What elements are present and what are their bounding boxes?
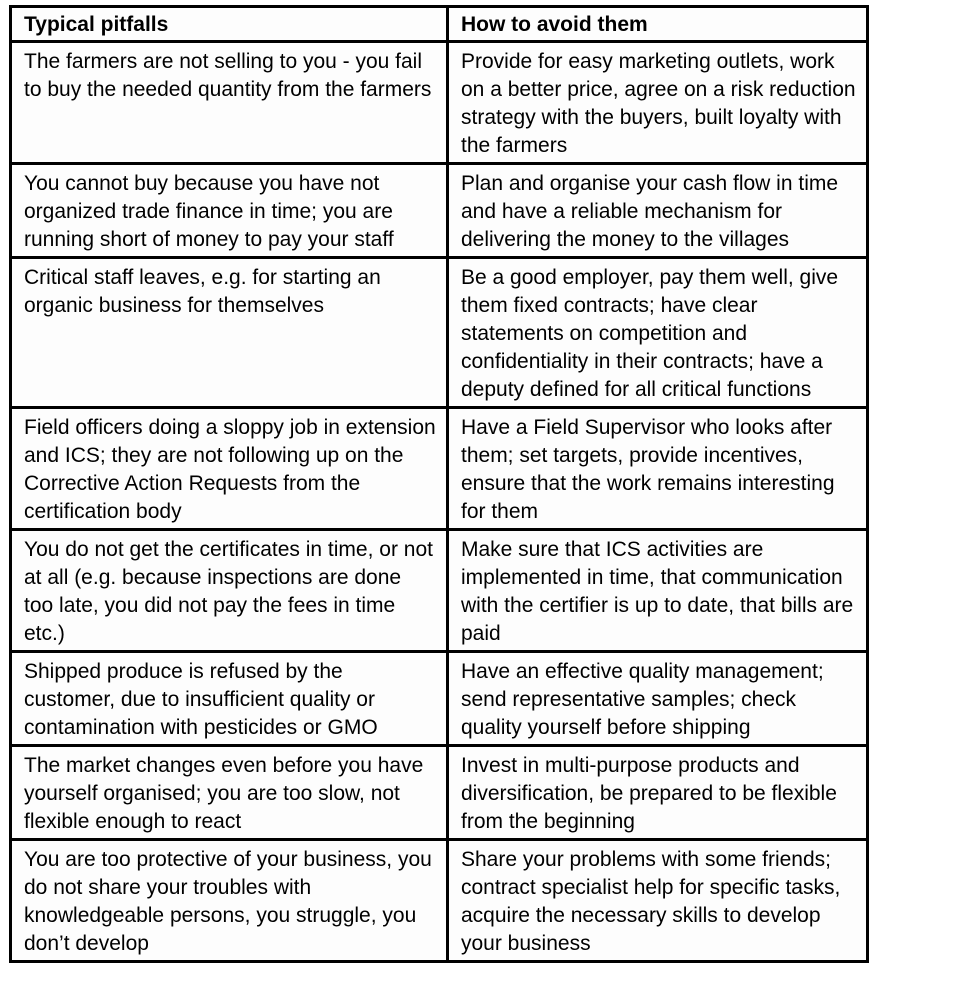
table-row <box>11 746 868 840</box>
pitfall-cell: The farmers are not selling to you - you fail to buy the needed quantity from the farmers <box>11 42 448 164</box>
pitfall-cell: You are too protective of your business, you do not share your troubles with knowledgeable persons, you struggle, you don’t develop <box>11 840 448 962</box>
column-header-avoid: How to avoid them <box>448 7 868 42</box>
avoid-cell: Have an effective quality management; send representative samples; check quality yourself before shipping <box>448 652 868 746</box>
avoid-cell: Plan and organise your cash flow in time and have a reliable mechanism for delivering the money to the villages <box>448 164 868 258</box>
avoid-cell: Be a good employer, pay them well, give them fixed contracts; have clear statements on competition and confidentiality in their contracts; have a deputy defined for all critical functions <box>448 258 868 408</box>
pitfall-cell: Shipped produce is refused by the customer, due to insufficient quality or contamination with pesticides or GMO <box>11 652 448 746</box>
pitfall-cell: You cannot buy because you have not organized trade finance in time; you are running short of money to pay your staff <box>11 164 448 258</box>
avoid-cell: Provide for easy marketing outlets, work on a better price, agree on a risk reduction strategy with the buyers, built loyalty with the farmers <box>448 42 868 164</box>
table-row <box>11 42 868 164</box>
pitfall-cell: The market changes even before you have yourself organised; you are too slow, not flexible enough to react <box>11 746 448 840</box>
avoid-cell: Have a Field Supervisor who looks after them; set targets, provide incentives, ensure that the work remains interesting for them <box>448 408 868 530</box>
pitfall-cell: Field officers doing a sloppy job in extension and ICS; they are not following up on the Corrective Action Requests from the certification body <box>11 408 448 530</box>
pitfall-cell: Critical staff leaves, e.g. for starting an organic business for themselves <box>11 258 448 408</box>
column-header-pitfalls: Typical pitfalls <box>11 7 448 42</box>
table-row <box>11 408 868 530</box>
table-row <box>11 652 868 746</box>
table-row <box>11 840 868 962</box>
table-row <box>11 258 868 408</box>
pitfalls-table <box>9 5 869 963</box>
avoid-cell: Share your problems with some friends; contract specialist help for specific tasks, acquire the necessary skills to develop your business <box>448 840 868 962</box>
pitfall-cell: You do not get the certificates in time, or not at all (e.g. because inspections are done too late, you did not pay the fees in time etc.) <box>11 530 448 652</box>
table-row <box>11 164 868 258</box>
avoid-cell: Make sure that ICS activities are implemented in time, that communication with the certifier is up to date, that bills are paid <box>448 530 868 652</box>
avoid-cell: Invest in multi-purpose products and diversification, be prepared to be flexible from the beginning <box>448 746 868 840</box>
header-row <box>11 7 868 42</box>
table-row <box>11 530 868 652</box>
